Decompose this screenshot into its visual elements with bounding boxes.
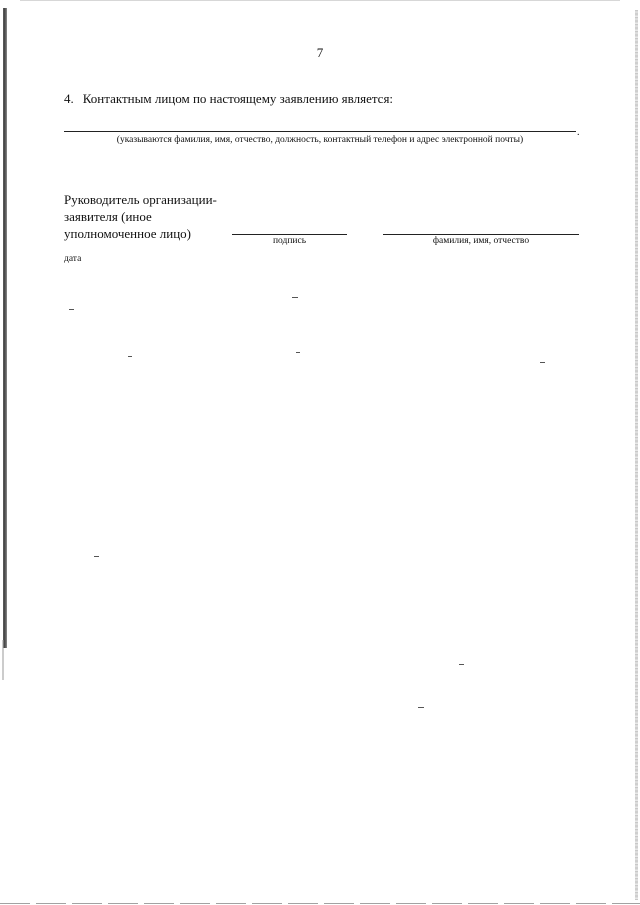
signatory-title-line: заявителя (иное xyxy=(64,209,152,224)
contact-person-item xyxy=(64,91,393,107)
fill-line-end-mark: . xyxy=(577,127,580,138)
scan-edge-left xyxy=(3,8,7,648)
full-name-caption: фамилия, имя, отчество xyxy=(432,236,530,246)
item-text: Контактным лицом по настоящему заявлению является: xyxy=(82,91,394,106)
scan-edge-left-fade xyxy=(2,640,4,680)
scan-speck xyxy=(292,297,298,298)
signatory-title-line: уполномоченное лицо) xyxy=(64,226,192,241)
scan-speck xyxy=(540,362,545,363)
scan-speck xyxy=(69,309,74,310)
signatory-title xyxy=(64,191,244,242)
full-name-fill-line xyxy=(383,234,579,235)
scan-speck xyxy=(94,556,99,557)
scan-edge-bottom xyxy=(0,903,640,904)
scan-edge-right xyxy=(635,10,638,900)
signatory-title-line: Руководитель организации- xyxy=(64,192,217,207)
page-number: 7 xyxy=(316,45,324,60)
scan-speck xyxy=(128,356,132,357)
scan-edge-top xyxy=(20,0,620,1)
scan-speck xyxy=(459,664,464,665)
date-label: дата xyxy=(64,254,82,264)
contact-person-fill-line xyxy=(64,131,576,132)
contact-person-hint: (указываются фамилия, имя, отчество, должность, контактный телефон и адрес электронной почты) xyxy=(116,135,524,145)
signature-caption: подпись xyxy=(272,236,307,246)
item-number: 4. xyxy=(64,91,74,106)
scan-speck xyxy=(296,352,300,353)
scan-speck xyxy=(418,707,424,708)
signature-fill-line xyxy=(232,234,347,235)
